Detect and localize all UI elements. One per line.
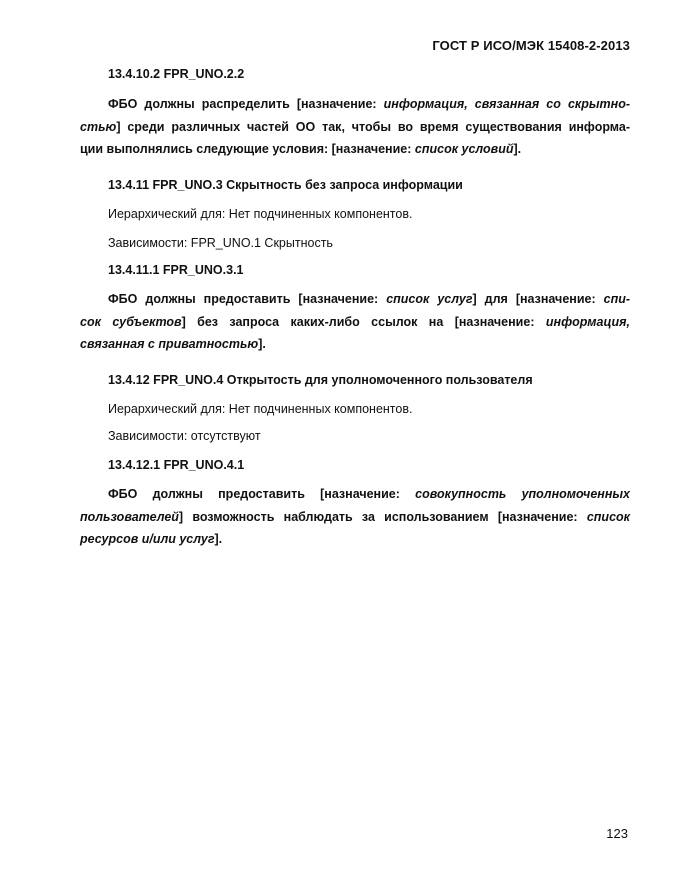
text-run: ции выполнялись следующие условия: [назначение:: [80, 142, 415, 156]
hierarchy-note: Иерархический для: Нет подчиненных компонентов.: [108, 402, 413, 416]
hierarchy-note: Иерархический для: Нет подчиненных компонентов.: [108, 207, 413, 221]
paragraph-line: [80, 333, 630, 356]
page-number: 123: [606, 826, 628, 841]
text-run: ] для [назначение:: [472, 292, 604, 306]
text-run-italic: пользователей: [80, 509, 179, 524]
text-run-italic: ресурсов и/или услуг: [80, 532, 215, 546]
text-run-italic: связанная с приватностью: [80, 337, 259, 351]
text-run-italic: стью: [80, 119, 117, 134]
section-paragraph: [80, 93, 630, 161]
text-run: ].: [214, 532, 223, 546]
text-run-italic: спи-: [603, 292, 631, 306]
text-run: ].: [258, 337, 266, 351]
paragraph-line: [80, 506, 630, 529]
text-run-italic: список услуг: [386, 292, 473, 306]
paragraph-line: [80, 288, 630, 311]
dependencies-note: Зависимости: отсутствуют: [108, 429, 261, 443]
text-run: ].: [513, 142, 522, 156]
paragraph-line: [80, 93, 630, 116]
section-heading: 13.4.12 FPR_UNO.4 Открытость для уполномоченного пользователя: [108, 373, 533, 387]
dependencies-note: Зависимости: FPR_UNO.1 Скрытность: [108, 236, 333, 250]
text-run: ] возможность наблюдать за использованием [назначение:: [178, 509, 587, 524]
text-run: ФБО должны предоставить [назначение:: [108, 292, 387, 306]
text-run: ФБО должны распределить [назначение:: [108, 97, 384, 111]
text-run: ] без запроса каких-либо ссылок на [назначение:: [181, 314, 546, 329]
document-header-title: ГОСТ Р ИСО/МЭК 15408-2-2013: [432, 38, 630, 53]
text-run: ] среди различных частей ОО так, чтобы во время существования информа-: [116, 119, 630, 134]
paragraph-line: [80, 138, 630, 161]
text-run-italic: список: [586, 509, 630, 524]
text-run-italic: сок субъектов: [80, 314, 182, 329]
paragraph-line: [80, 528, 630, 551]
text-run-italic: совокупность уполномоченных: [415, 487, 630, 501]
section-heading: 13.4.10.2 FPR_UNO.2.2: [108, 67, 245, 81]
section-heading: 13.4.12.1 FPR_UNO.4.1: [108, 458, 245, 472]
section-heading: 13.4.11.1 FPR_UNO.3.1: [108, 263, 244, 277]
section-heading: 13.4.11 FPR_UNO.3 Скрытность без запроса информации: [108, 178, 463, 192]
paragraph-line: [80, 311, 630, 334]
text-run-italic: информация, связанная со скрытно-: [383, 97, 630, 111]
paragraph-line: [80, 116, 630, 139]
text-run: ФБО должны предоставить [назначение:: [108, 487, 416, 501]
section-paragraph: [80, 483, 630, 551]
text-run-italic: информация,: [545, 314, 630, 329]
section-paragraph: [80, 288, 630, 356]
text-run-italic: список условий: [414, 142, 514, 156]
paragraph-line: [80, 483, 630, 506]
